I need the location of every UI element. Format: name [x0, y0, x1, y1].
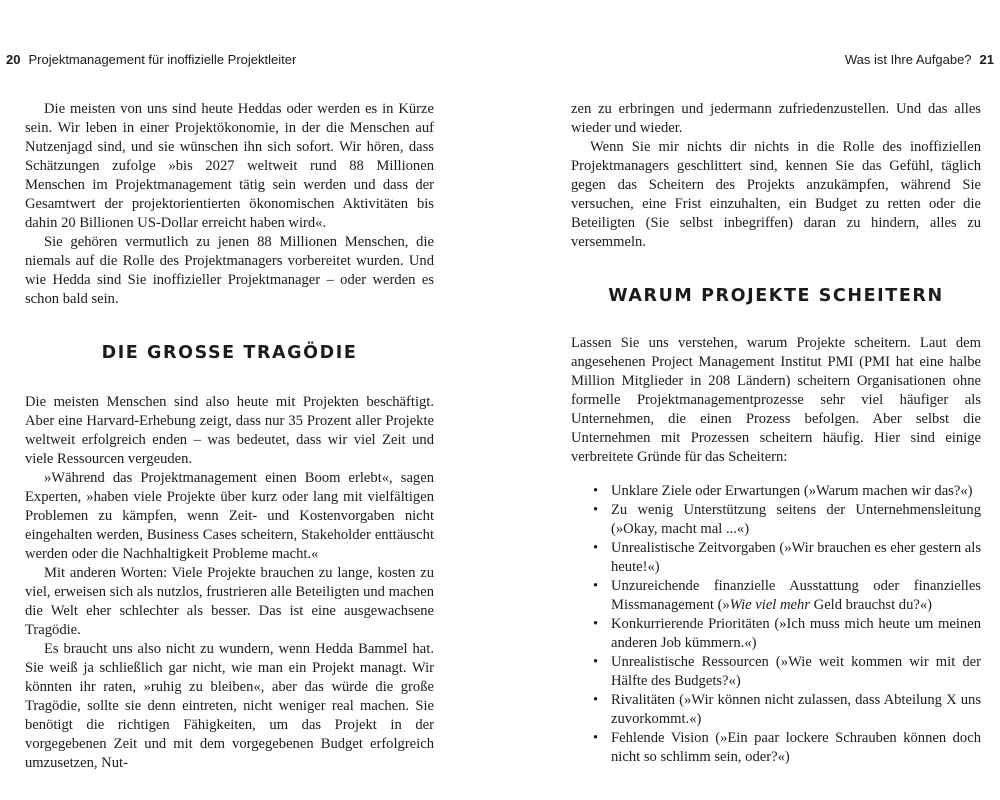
list-item: • Unzureichende finanzielle Ausstattung oder finanzielles Missmanagement (»Wie viel mehr Geld brauchst du?«) [593, 578, 981, 613]
running-head-right [845, 52, 994, 67]
bullet-icon: • [593, 578, 599, 594]
book-title: Projektmanagement für inoffizielle Projektleiter [28, 52, 297, 67]
paragraph: Sie gehören vermutlich zu jenen 88 Millionen Menschen, die niemals auf die Rolle des Projektmanagers vorbereitet wurden. Und wie Hedda sind Sie inoffizieller Projektmanager – oder werden es schon bald sein. [25, 234, 434, 307]
reasons-list [571, 482, 981, 767]
chapter-title: Was ist Ihre Aufgabe? [844, 52, 972, 67]
bullet-icon: • [593, 502, 599, 518]
list-item: • Unrealistische Ressourcen (»Wie weit kommen wir mit der Hälfte des Budgets?«) [593, 654, 981, 689]
left-page-column [25, 100, 434, 773]
page-number-right: 21 [979, 52, 994, 67]
paragraph: »Während das Projektmanagement einen Boom erlebt«, sagen Experten, »haben viele Projekte über kurz oder lang mit vielfältigen Problemen zu kämpfen, wenn Zeit- und Kostenvorgaben nicht eingehalten werden, Business Cases scheitern, Stakeholder enttäuscht werden oder die Nachhaltigkeit Probleme macht.« [25, 470, 434, 562]
page-number-left: 20 [6, 52, 21, 67]
paragraph: Die meisten von uns sind heute Heddas oder werden es in Kürze sein. Wir leben in einer Projektökonomie, in der die Menschen auf Nutzenjagd sind, und sie wünschen ihn sich sofort. Wir hören, dass Schätzungen zufolge »bis 2027 weltweit rund 88 Millionen Menschen im Projektmanagement tätig sein werden und dass der Gesamtwert der projektorientierten ökonomischen Aktivitäten bis dahin 20 Billionen US-Dollar erreicht haben wird«. [25, 101, 434, 231]
paragraph: Wenn Sie mir nichts dir nichts in die Rolle des inoffiziellen Projektmanagers geschlittert sind, kennen Sie das Gefühl, täglich gegen das Scheitern des Projekts anzukämpfen, während Sie versuchen, eine Frist einzuhalten, ein Budget zu retten oder die Beteiligten (Sie selbst inbegriffen) daran zu hindern, alles zu versemmeln. [571, 139, 981, 250]
paragraph: zen zu erbringen und jedermann zufriedenzustellen. Und das alles wieder und wieder. [571, 101, 981, 136]
paragraph: Mit anderen Worten: Viele Projekte brauchen zu lange, kosten zu viel, erweisen sich als nutzlos, frustrieren alle Beteiligten und machen die Welt eher schlechter als besser. Das ist eine ausgewachsene Tragödie. [25, 565, 434, 638]
list-item: • Zu wenig Unterstützung seitens der Unternehmensleitung (»Okay, macht mal ...«) [593, 502, 981, 537]
list-item: • Unrealistische Zeitvorgaben (»Wir brauchen es eher gestern als heute!«) [593, 540, 981, 575]
bullet-icon: • [593, 692, 599, 708]
bullet-icon: • [593, 616, 599, 632]
list-item: • Rivalitäten (»Wir können nicht zulassen, dass Abteilung X uns zuvorkommt.«) [593, 692, 981, 727]
list-item: • Konkurrierende Prioritäten (»Ich muss mich heute um meinen anderen Job kümmern.«) [593, 616, 981, 651]
bullet-icon: • [593, 654, 599, 670]
bullet-icon: • [593, 540, 599, 556]
bullet-icon: • [593, 730, 599, 746]
list-item: • Fehlende Vision (»Ein paar lockere Schrauben können doch nicht so schlimm sein, oder?«) [593, 730, 981, 765]
right-page-column [571, 100, 981, 767]
paragraph: Die meisten Menschen sind also heute mit Projekten beschäftigt. Aber eine Harvard-Erhebung zeigt, dass nur 35 Prozent aller Projekte weltweit erfolgreich enden – was bedeutet, dass wir viel Zeit und viele Ressourcen vergeuden. [25, 394, 434, 467]
section-heading: DIE GROSSE TRAGÖDIE [101, 343, 358, 363]
paragraph: Lassen Sie uns verstehen, warum Projekte scheitern. Laut dem angesehenen Project Management Institut PMI (PMI hat eine halbe Million Mitglieder in 208 Ländern) scheitern Organisationen ohne formelle Projektmanagementprozesse sehr viel häufiger als Unternehmen, die einen Prozess befolgen. Aber selbst die Unternehmen mit Prozessen scheitern häufig. Hier sind einige verbreitete Gründe für das Scheitern: [571, 335, 981, 465]
list-item: • Unklare Ziele oder Erwartungen (»Warum machen wir das?«) [593, 483, 973, 499]
section-heading: WARUM PROJEKTE SCHEITERN [608, 286, 944, 306]
emphasis: Wie viel mehr [729, 597, 811, 613]
bullet-icon: • [593, 483, 599, 499]
running-head-left [6, 52, 296, 67]
paragraph: Es braucht uns also nicht zu wundern, wenn Hedda Bammel hat. Sie weiß ja schließlich gar nicht, wie man ein Projekt managt. Wir könnten ihr raten, »ruhig zu bleiben«, aber das würde die große Tragödie, sollte sie denn eintreten, nicht weniger real machen. Sie benötigt die richtigen Fähigkeiten, um das Projekt in der vorgegebenen Zeit und mit dem vorgegebenen Budget erfolgreich umzusetzen, Nut- [25, 641, 434, 771]
